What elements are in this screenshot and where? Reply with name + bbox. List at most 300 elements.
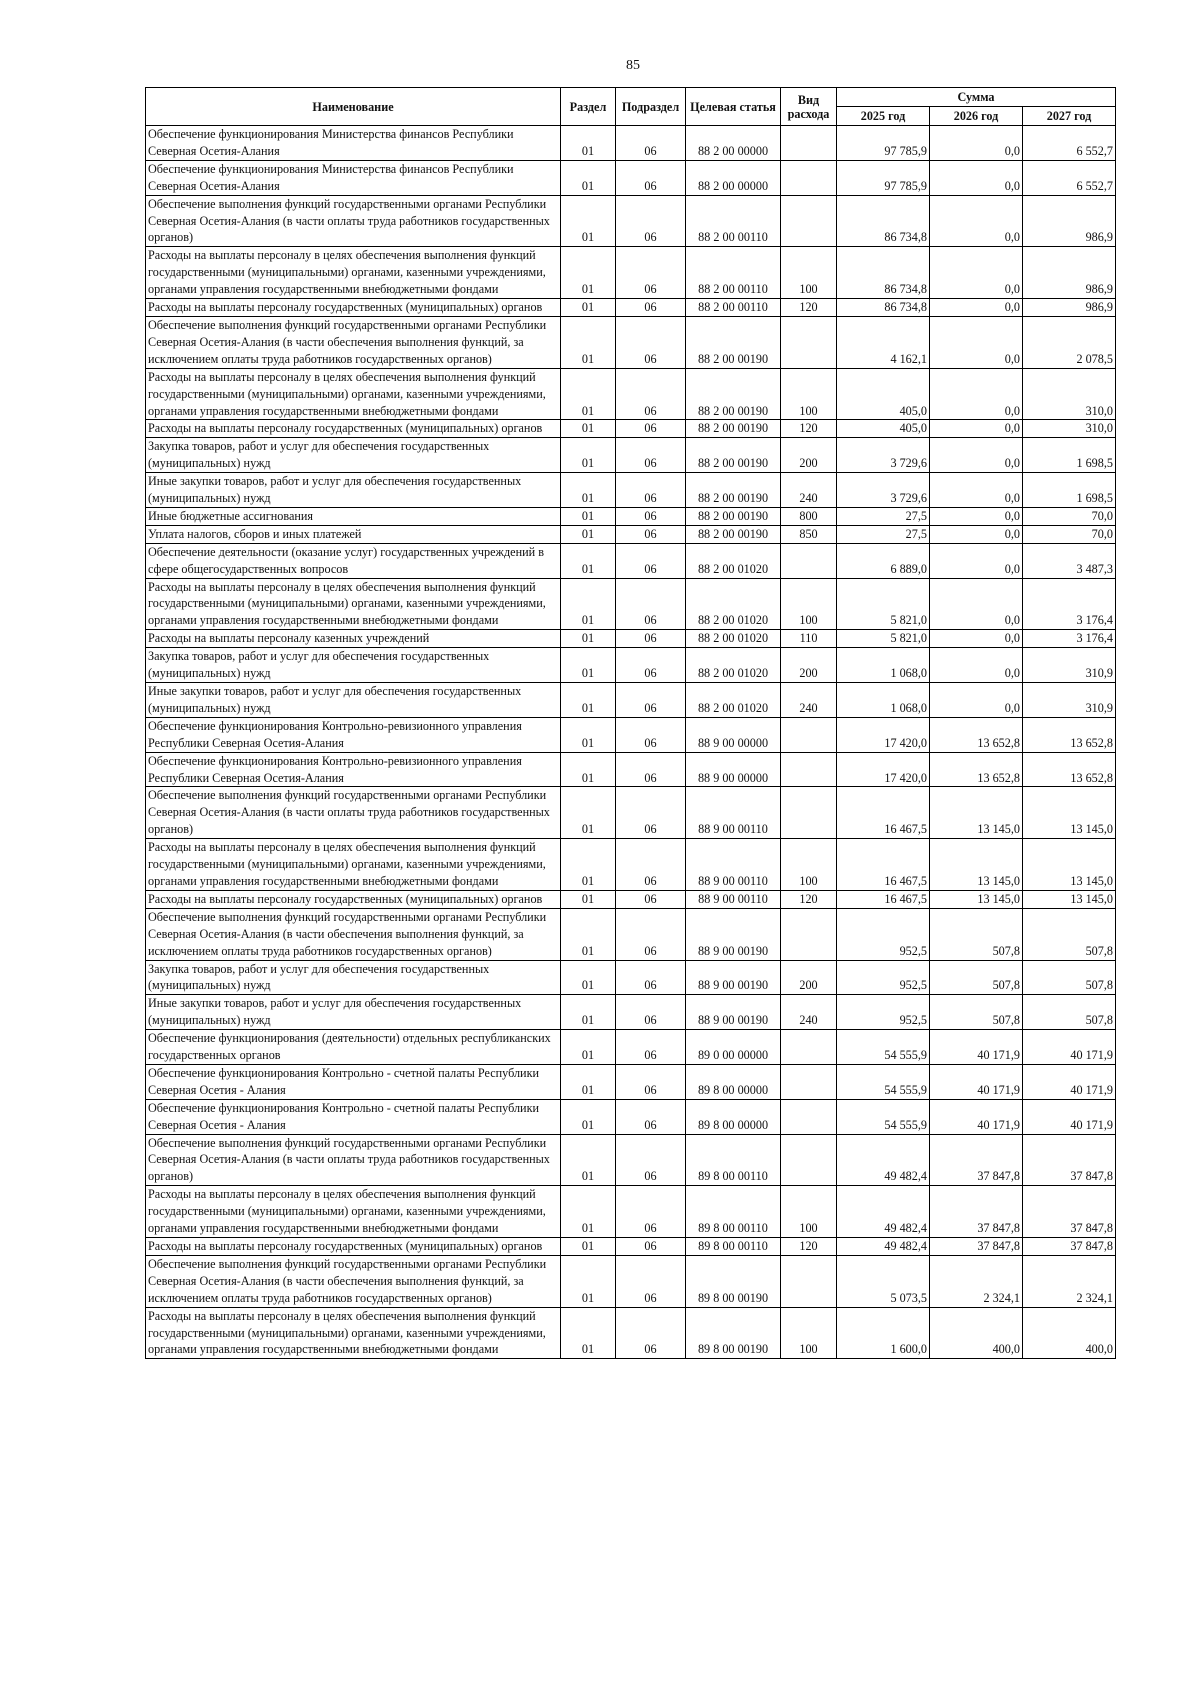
row-target-article: 88 2 00 01020 [686, 648, 781, 683]
row-subsection: 06 [616, 1307, 686, 1359]
row-target-article: 88 2 00 00000 [686, 160, 781, 195]
row-sum-2025: 54 555,9 [837, 1064, 930, 1099]
row-sum-2027: 40 171,9 [1023, 1099, 1116, 1134]
row-sum-2025: 5 821,0 [837, 630, 930, 648]
table-row [146, 578, 1116, 630]
row-name: Иные закупки товаров, работ и услуг для обеспечения государственных (муниципальных) нужд [146, 683, 561, 718]
row-section: 01 [561, 752, 616, 787]
table-row [146, 507, 1116, 525]
row-section: 01 [561, 299, 616, 317]
row-sum-2026: 0,0 [930, 316, 1023, 368]
table-row [146, 960, 1116, 995]
row-sum-2027: 13 145,0 [1023, 890, 1116, 908]
row-target-article: 88 9 00 00000 [686, 752, 781, 787]
row-sum-2025: 952,5 [837, 908, 930, 960]
row-subsection: 06 [616, 420, 686, 438]
row-subsection: 06 [616, 1238, 686, 1256]
row-section: 01 [561, 247, 616, 299]
row-name: Обеспечение функционирования Контрольно - счетной палаты Республики Северная Осетия - Алания [146, 1099, 561, 1134]
row-name: Обеспечение выполнения функций государственными органами Республики Северная Осетия-Алания (в части оплаты труда работников государственных органов) [146, 195, 561, 247]
row-expense-type: 240 [781, 995, 837, 1030]
row-section: 01 [561, 960, 616, 995]
row-sum-2027: 6 552,7 [1023, 160, 1116, 195]
row-sum-2026: 400,0 [930, 1307, 1023, 1359]
row-name: Расходы на выплаты персоналу в целях обеспечения выполнения функций государственными (муниципальными) органами, казенными учреждениями, органами управления государственными внебюджетными фондами [146, 839, 561, 891]
row-sum-2025: 97 785,9 [837, 160, 930, 195]
row-sum-2027: 6 552,7 [1023, 126, 1116, 161]
row-name: Расходы на выплаты персоналу в целях обеспечения выполнения функций государственными (муниципальными) органами, казенными учреждениями, органами управления государственными внебюджетными фондами [146, 368, 561, 420]
row-sum-2026: 0,0 [930, 160, 1023, 195]
row-target-article: 88 2 00 00110 [686, 195, 781, 247]
row-section: 01 [561, 525, 616, 543]
row-expense-type: 100 [781, 578, 837, 630]
row-target-article: 89 8 00 00110 [686, 1238, 781, 1256]
row-sum-2025: 86 734,8 [837, 195, 930, 247]
table-row [146, 160, 1116, 195]
row-expense-type: 120 [781, 299, 837, 317]
row-section: 01 [561, 420, 616, 438]
row-expense-type [781, 195, 837, 247]
row-sum-2027: 986,9 [1023, 195, 1116, 247]
row-sum-2027: 3 176,4 [1023, 578, 1116, 630]
header-expense-type: Вид расхода [781, 88, 837, 126]
row-target-article: 88 2 00 00190 [686, 525, 781, 543]
row-sum-2027: 70,0 [1023, 525, 1116, 543]
row-target-article: 89 8 00 00000 [686, 1064, 781, 1099]
row-subsection: 06 [616, 683, 686, 718]
row-expense-type: 120 [781, 890, 837, 908]
row-name: Расходы на выплаты персоналу государственных (муниципальных) органов [146, 1238, 561, 1256]
row-subsection: 06 [616, 752, 686, 787]
row-target-article: 88 2 00 00110 [686, 299, 781, 317]
table-row [146, 1307, 1116, 1359]
row-target-article: 88 9 00 00190 [686, 960, 781, 995]
row-name: Обеспечение выполнения функций государственными органами Республики Северная Осетия-Алания (в части оплаты труда работников государственных органов) [146, 787, 561, 839]
header-section: Раздел [561, 88, 616, 126]
row-sum-2025: 49 482,4 [837, 1238, 930, 1256]
row-name: Расходы на выплаты персоналу в целях обеспечения выполнения функций государственными (муниципальными) органами, казенными учреждениями, органами управления государственными внебюджетными фондами [146, 1307, 561, 1359]
row-subsection: 06 [616, 525, 686, 543]
row-expense-type [781, 787, 837, 839]
row-sum-2026: 0,0 [930, 420, 1023, 438]
row-section: 01 [561, 368, 616, 420]
row-subsection: 06 [616, 299, 686, 317]
row-target-article: 88 2 00 00000 [686, 126, 781, 161]
row-subsection: 06 [616, 908, 686, 960]
row-sum-2026: 0,0 [930, 543, 1023, 578]
row-target-article: 88 9 00 00190 [686, 908, 781, 960]
row-sum-2027: 507,8 [1023, 960, 1116, 995]
row-sum-2025: 16 467,5 [837, 839, 930, 891]
row-sum-2027: 1 698,5 [1023, 473, 1116, 508]
table-body [146, 126, 1116, 1359]
row-expense-type: 100 [781, 247, 837, 299]
row-section: 01 [561, 717, 616, 752]
row-target-article: 88 2 00 00190 [686, 420, 781, 438]
row-sum-2026: 2 324,1 [930, 1255, 1023, 1307]
row-expense-type [781, 1030, 837, 1065]
row-sum-2025: 54 555,9 [837, 1099, 930, 1134]
row-expense-type [781, 1255, 837, 1307]
row-section: 01 [561, 473, 616, 508]
row-subsection: 06 [616, 126, 686, 161]
row-subsection: 06 [616, 160, 686, 195]
row-sum-2026: 0,0 [930, 507, 1023, 525]
page-number: 85 [626, 58, 640, 73]
row-sum-2027: 37 847,8 [1023, 1134, 1116, 1186]
row-name: Расходы на выплаты персоналу в целях обеспечения выполнения функций государственными (муниципальными) органами, казенными учреждениями, органами управления государственными внебюджетными фондами [146, 247, 561, 299]
row-sum-2026: 0,0 [930, 473, 1023, 508]
row-target-article: 88 9 00 00110 [686, 839, 781, 891]
row-target-article: 89 8 00 00110 [686, 1186, 781, 1238]
row-section: 01 [561, 630, 616, 648]
row-sum-2025: 405,0 [837, 368, 930, 420]
row-sum-2026: 13 145,0 [930, 839, 1023, 891]
row-name: Закупка товаров, работ и услуг для обеспечения государственных (муниципальных) нужд [146, 438, 561, 473]
row-sum-2026: 40 171,9 [930, 1030, 1023, 1065]
row-sum-2025: 1 068,0 [837, 683, 930, 718]
row-subsection: 06 [616, 787, 686, 839]
row-expense-type: 120 [781, 1238, 837, 1256]
row-sum-2026: 0,0 [930, 195, 1023, 247]
row-name: Обеспечение деятельности (оказание услуг) государственных учреждений в сфере общегосударственных вопросов [146, 543, 561, 578]
table-row [146, 683, 1116, 718]
row-sum-2027: 37 847,8 [1023, 1238, 1116, 1256]
row-subsection: 06 [616, 960, 686, 995]
row-target-article: 89 8 00 00000 [686, 1099, 781, 1134]
row-sum-2025: 16 467,5 [837, 787, 930, 839]
table-row [146, 525, 1116, 543]
row-subsection: 06 [616, 543, 686, 578]
row-subsection: 06 [616, 717, 686, 752]
row-sum-2025: 16 467,5 [837, 890, 930, 908]
row-target-article: 88 2 00 00190 [686, 507, 781, 525]
row-sum-2027: 986,9 [1023, 247, 1116, 299]
row-sum-2026: 507,8 [930, 995, 1023, 1030]
row-target-article: 88 9 00 00110 [686, 787, 781, 839]
row-sum-2025: 27,5 [837, 525, 930, 543]
row-expense-type: 100 [781, 839, 837, 891]
row-section: 01 [561, 1238, 616, 1256]
row-target-article: 88 2 00 01020 [686, 543, 781, 578]
row-name: Закупка товаров, работ и услуг для обеспечения государственных (муниципальных) нужд [146, 960, 561, 995]
table-row [146, 438, 1116, 473]
row-expense-type: 200 [781, 648, 837, 683]
header-target-article: Целевая статья [686, 88, 781, 126]
row-section: 01 [561, 1186, 616, 1238]
row-sum-2026: 0,0 [930, 525, 1023, 543]
row-sum-2026: 0,0 [930, 648, 1023, 683]
row-sum-2026: 37 847,8 [930, 1186, 1023, 1238]
row-expense-type [781, 717, 837, 752]
row-sum-2025: 49 482,4 [837, 1186, 930, 1238]
row-sum-2026: 40 171,9 [930, 1099, 1023, 1134]
table-header [146, 88, 1116, 126]
row-expense-type: 110 [781, 630, 837, 648]
row-subsection: 06 [616, 1134, 686, 1186]
row-sum-2027: 507,8 [1023, 995, 1116, 1030]
row-sum-2025: 952,5 [837, 995, 930, 1030]
row-sum-2027: 13 652,8 [1023, 717, 1116, 752]
row-subsection: 06 [616, 578, 686, 630]
row-name: Закупка товаров, работ и услуг для обеспечения государственных (муниципальных) нужд [146, 648, 561, 683]
row-sum-2025: 86 734,8 [837, 299, 930, 317]
row-sum-2025: 3 729,6 [837, 438, 930, 473]
row-sum-2026: 0,0 [930, 578, 1023, 630]
row-subsection: 06 [616, 507, 686, 525]
header-year-2025: 2025 год [837, 107, 930, 126]
row-section: 01 [561, 1099, 616, 1134]
row-sum-2025: 5 073,5 [837, 1255, 930, 1307]
row-sum-2026: 40 171,9 [930, 1064, 1023, 1099]
table-row [146, 299, 1116, 317]
header-year-2026: 2026 год [930, 107, 1023, 126]
header-year-2027: 2027 год [1023, 107, 1116, 126]
row-sum-2027: 507,8 [1023, 908, 1116, 960]
header-name: Наименование [146, 88, 561, 126]
row-expense-type: 120 [781, 420, 837, 438]
row-name: Обеспечение выполнения функций государственными органами Республики Северная Осетия-Алания (в части обеспечения выполнения функций, за исключением оплаты труда работников государственных органов) [146, 908, 561, 960]
row-sum-2026: 13 145,0 [930, 787, 1023, 839]
row-section: 01 [561, 438, 616, 473]
row-target-article: 89 8 00 00110 [686, 1134, 781, 1186]
row-sum-2025: 4 162,1 [837, 316, 930, 368]
row-subsection: 06 [616, 247, 686, 299]
row-expense-type: 850 [781, 525, 837, 543]
row-sum-2026: 0,0 [930, 683, 1023, 718]
row-name: Иные закупки товаров, работ и услуг для обеспечения государственных (муниципальных) нужд [146, 473, 561, 508]
row-section: 01 [561, 126, 616, 161]
row-sum-2025: 86 734,8 [837, 247, 930, 299]
row-target-article: 88 2 00 00190 [686, 473, 781, 508]
row-sum-2025: 5 821,0 [837, 578, 930, 630]
row-section: 01 [561, 316, 616, 368]
table-row [146, 1134, 1116, 1186]
row-subsection: 06 [616, 1030, 686, 1065]
row-target-article: 89 8 00 00190 [686, 1307, 781, 1359]
table-row [146, 368, 1116, 420]
row-name: Расходы на выплаты персоналу государственных (муниципальных) органов [146, 890, 561, 908]
row-target-article: 88 2 00 00190 [686, 438, 781, 473]
table-row [146, 247, 1116, 299]
row-expense-type: 200 [781, 438, 837, 473]
row-sum-2025: 17 420,0 [837, 752, 930, 787]
row-subsection: 06 [616, 1186, 686, 1238]
table-row [146, 1099, 1116, 1134]
row-expense-type [781, 316, 837, 368]
row-sum-2027: 310,9 [1023, 683, 1116, 718]
row-section: 01 [561, 787, 616, 839]
table-row [146, 717, 1116, 752]
row-sum-2027: 310,0 [1023, 368, 1116, 420]
row-subsection: 06 [616, 368, 686, 420]
row-sum-2027: 2 324,1 [1023, 1255, 1116, 1307]
row-sum-2027: 2 078,5 [1023, 316, 1116, 368]
row-subsection: 06 [616, 195, 686, 247]
row-sum-2025: 1 600,0 [837, 1307, 930, 1359]
row-section: 01 [561, 543, 616, 578]
row-section: 01 [561, 1255, 616, 1307]
row-expense-type [781, 908, 837, 960]
row-sum-2026: 0,0 [930, 368, 1023, 420]
row-subsection: 06 [616, 1255, 686, 1307]
row-subsection: 06 [616, 995, 686, 1030]
table-row [146, 195, 1116, 247]
row-sum-2027: 1 698,5 [1023, 438, 1116, 473]
row-sum-2026: 13 145,0 [930, 890, 1023, 908]
row-sum-2026: 0,0 [930, 247, 1023, 299]
table-row [146, 1186, 1116, 1238]
row-expense-type [781, 1099, 837, 1134]
row-sum-2027: 37 847,8 [1023, 1186, 1116, 1238]
row-sum-2025: 49 482,4 [837, 1134, 930, 1186]
row-expense-type: 100 [781, 368, 837, 420]
row-sum-2027: 310,0 [1023, 420, 1116, 438]
row-section: 01 [561, 890, 616, 908]
row-sum-2027: 13 145,0 [1023, 839, 1116, 891]
row-name: Обеспечение функционирования Министерства финансов Республики Северная Осетия-Алания [146, 126, 561, 161]
row-expense-type: 100 [781, 1186, 837, 1238]
table-row [146, 420, 1116, 438]
row-name: Расходы на выплаты персоналу в целях обеспечения выполнения функций государственными (муниципальными) органами, казенными учреждениями, органами управления государственными внебюджетными фондами [146, 578, 561, 630]
row-name: Уплата налогов, сборов и иных платежей [146, 525, 561, 543]
row-sum-2026: 0,0 [930, 126, 1023, 161]
row-target-article: 88 2 00 00190 [686, 316, 781, 368]
row-expense-type [781, 1064, 837, 1099]
row-sum-2026: 0,0 [930, 438, 1023, 473]
row-section: 01 [561, 160, 616, 195]
table-row [146, 543, 1116, 578]
row-sum-2025: 1 068,0 [837, 648, 930, 683]
row-expense-type: 240 [781, 473, 837, 508]
table-row [146, 1255, 1116, 1307]
row-subsection: 06 [616, 316, 686, 368]
table-row [146, 648, 1116, 683]
table-row [146, 473, 1116, 508]
row-sum-2025: 405,0 [837, 420, 930, 438]
table-row [146, 316, 1116, 368]
row-section: 01 [561, 995, 616, 1030]
row-section: 01 [561, 1030, 616, 1065]
row-sum-2026: 507,8 [930, 960, 1023, 995]
table-row [146, 1064, 1116, 1099]
row-target-article: 89 0 00 00000 [686, 1030, 781, 1065]
row-subsection: 06 [616, 630, 686, 648]
row-name: Расходы на выплаты персоналу государственных (муниципальных) органов [146, 420, 561, 438]
row-expense-type: 240 [781, 683, 837, 718]
row-target-article: 88 2 00 01020 [686, 578, 781, 630]
table-row [146, 995, 1116, 1030]
row-sum-2027: 986,9 [1023, 299, 1116, 317]
table-row [146, 839, 1116, 891]
row-section: 01 [561, 507, 616, 525]
row-subsection: 06 [616, 1099, 686, 1134]
row-section: 01 [561, 648, 616, 683]
row-sum-2026: 37 847,8 [930, 1134, 1023, 1186]
budget-table [145, 87, 1116, 1359]
row-sum-2026: 0,0 [930, 630, 1023, 648]
row-sum-2027: 40 171,9 [1023, 1030, 1116, 1065]
row-name: Обеспечение функционирования Министерства финансов Республики Северная Осетия-Алания [146, 160, 561, 195]
row-sum-2027: 13 652,8 [1023, 752, 1116, 787]
row-sum-2025: 54 555,9 [837, 1030, 930, 1065]
row-target-article: 88 9 00 00110 [686, 890, 781, 908]
row-target-article: 88 2 00 00190 [686, 368, 781, 420]
row-expense-type [781, 126, 837, 161]
row-section: 01 [561, 1064, 616, 1099]
row-name: Обеспечение функционирования Контрольно - счетной палаты Республики Северная Осетия - Алания [146, 1064, 561, 1099]
row-name: Иные закупки товаров, работ и услуг для обеспечения государственных (муниципальных) нужд [146, 995, 561, 1030]
row-section: 01 [561, 908, 616, 960]
row-subsection: 06 [616, 890, 686, 908]
table-row [146, 890, 1116, 908]
table-row [146, 1030, 1116, 1065]
row-target-article: 88 2 00 01020 [686, 630, 781, 648]
table-row [146, 752, 1116, 787]
row-subsection: 06 [616, 1064, 686, 1099]
row-subsection: 06 [616, 648, 686, 683]
row-name: Расходы на выплаты персоналу в целях обеспечения выполнения функций государственными (муниципальными) органами, казенными учреждениями, органами управления государственными внебюджетными фондами [146, 1186, 561, 1238]
row-target-article: 89 8 00 00190 [686, 1255, 781, 1307]
row-subsection: 06 [616, 473, 686, 508]
row-sum-2026: 507,8 [930, 908, 1023, 960]
row-sum-2027: 13 145,0 [1023, 787, 1116, 839]
row-section: 01 [561, 839, 616, 891]
row-sum-2025: 97 785,9 [837, 126, 930, 161]
row-sum-2027: 3 176,4 [1023, 630, 1116, 648]
row-target-article: 88 9 00 00190 [686, 995, 781, 1030]
row-sum-2027: 3 487,3 [1023, 543, 1116, 578]
row-sum-2025: 27,5 [837, 507, 930, 525]
row-name: Обеспечение функционирования Контрольно-ревизионного управления Республики Северная Осетия-Алания [146, 752, 561, 787]
row-name: Обеспечение выполнения функций государственными органами Республики Северная Осетия-Алания (в части обеспечения выполнения функций, за исключением оплаты труда работников государственных органов) [146, 1255, 561, 1307]
row-name: Обеспечение функционирования Контрольно-ревизионного управления Республики Северная Осетия-Алания [146, 717, 561, 752]
row-target-article: 88 2 00 01020 [686, 683, 781, 718]
row-section: 01 [561, 578, 616, 630]
row-section: 01 [561, 683, 616, 718]
row-sum-2025: 3 729,6 [837, 473, 930, 508]
header-subsection: Подраздел [616, 88, 686, 126]
table-row [146, 908, 1116, 960]
row-sum-2026: 13 652,8 [930, 752, 1023, 787]
row-target-article: 88 2 00 00110 [686, 247, 781, 299]
row-expense-type [781, 1134, 837, 1186]
row-sum-2027: 70,0 [1023, 507, 1116, 525]
row-name: Расходы на выплаты персоналу казенных учреждений [146, 630, 561, 648]
row-sum-2025: 17 420,0 [837, 717, 930, 752]
row-name: Обеспечение выполнения функций государственными органами Республики Северная Осетия-Алания (в части обеспечения выполнения функций, за исключением оплаты труда работников государственных органов) [146, 316, 561, 368]
row-expense-type [781, 543, 837, 578]
row-name: Обеспечение функционирования (деятельности) отдельных республиканских государственных органов [146, 1030, 561, 1065]
row-sum-2026: 0,0 [930, 299, 1023, 317]
table-row [146, 126, 1116, 161]
row-sum-2027: 400,0 [1023, 1307, 1116, 1359]
row-expense-type: 100 [781, 1307, 837, 1359]
row-sum-2026: 13 652,8 [930, 717, 1023, 752]
row-sum-2027: 40 171,9 [1023, 1064, 1116, 1099]
row-name: Иные бюджетные ассигнования [146, 507, 561, 525]
row-expense-type: 800 [781, 507, 837, 525]
header-sum: Сумма [837, 88, 1116, 107]
row-target-article: 88 9 00 00000 [686, 717, 781, 752]
row-section: 01 [561, 195, 616, 247]
row-sum-2027: 310,9 [1023, 648, 1116, 683]
row-sum-2025: 952,5 [837, 960, 930, 995]
row-expense-type [781, 160, 837, 195]
table-row [146, 1238, 1116, 1256]
row-sum-2025: 6 889,0 [837, 543, 930, 578]
row-name: Обеспечение выполнения функций государственными органами Республики Северная Осетия-Алания (в части оплаты труда работников государственных органов) [146, 1134, 561, 1186]
